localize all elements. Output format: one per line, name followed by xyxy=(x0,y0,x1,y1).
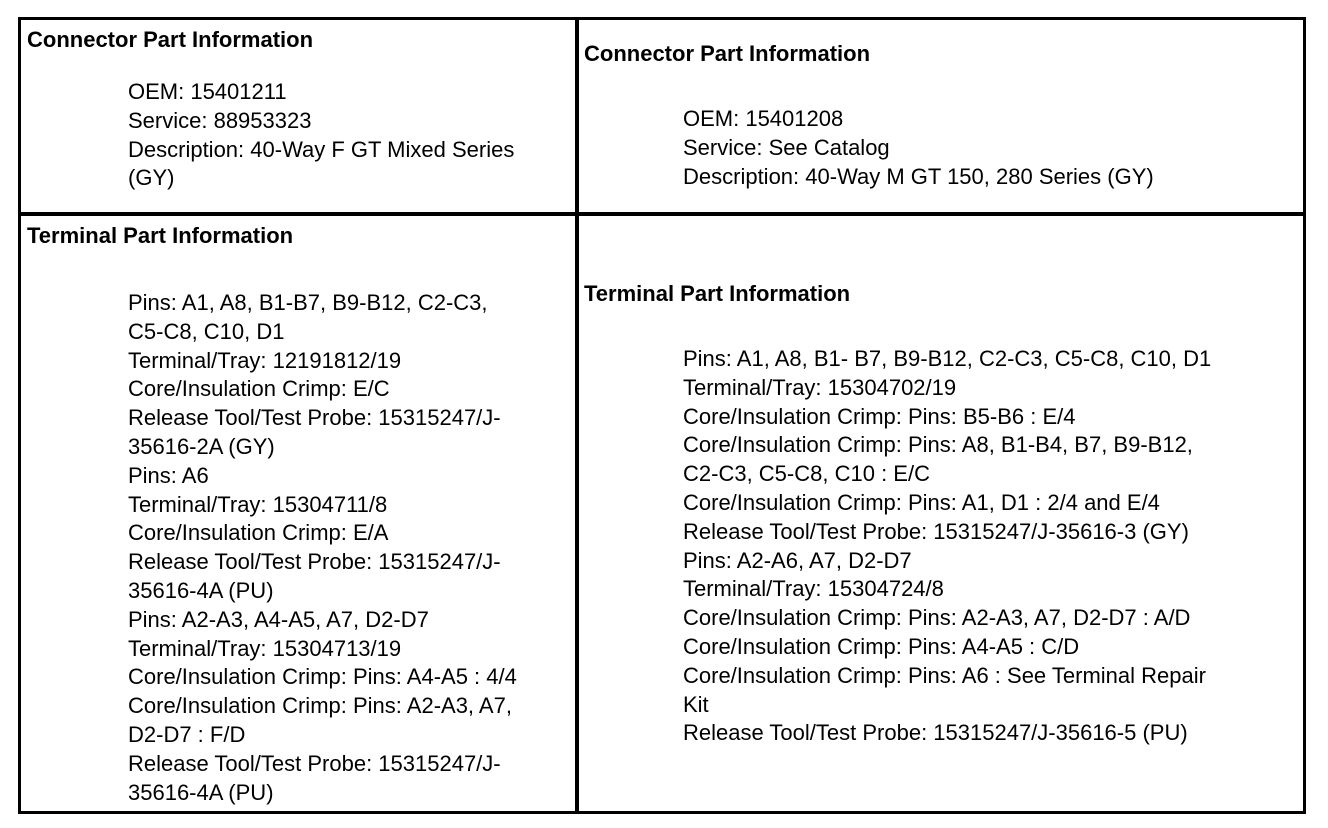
info-line: C5-C8, C10, D1 xyxy=(128,318,285,344)
info-line: Core/Insulation Crimp: Pins: A8, B1-B4, B7, B9-B12, xyxy=(683,432,1193,458)
info-line: Release Tool/Test Probe: 15315247/J-35616-5 (PU) xyxy=(683,720,1188,746)
terminal-header-left: Terminal Part Information xyxy=(27,223,294,248)
info-line: Terminal/Tray: 15304711/8 xyxy=(128,491,388,517)
info-line: Pins: A1, A8, B1-B7, B9-B12, C2-C3, xyxy=(128,290,488,315)
info-line: Service: 88953323 xyxy=(128,107,312,133)
terminal-lines-left xyxy=(128,289,573,807)
info-line: Kit xyxy=(683,691,709,717)
row-divider xyxy=(21,212,1303,216)
info-line: Core/Insulation Crimp: Pins: A4-A5 : 4/4 xyxy=(128,664,517,690)
info-line: Release Tool/Test Probe: 15315247/J- xyxy=(128,750,501,776)
info-line: Release Tool/Test Probe: 15315247/J- xyxy=(128,549,501,575)
info-line: Core/Insulation Crimp: E/A xyxy=(128,520,389,546)
left-connector-cell xyxy=(27,26,573,193)
info-line: Terminal/Tray: 15304702/19 xyxy=(683,374,957,400)
info-line: Core/Insulation Crimp: Pins: A2-A3, A7, D2-D7 : A/D xyxy=(683,605,1191,631)
info-line: Core/Insulation Crimp: Pins: A2-A3, A7, xyxy=(128,693,512,719)
info-line: Description: 40-Way M GT 150, 280 Series (GY) xyxy=(683,163,1154,189)
info-line: Release Tool/Test Probe: 15315247/J-35616-3 (GY) xyxy=(683,518,1189,544)
connector-lines-right xyxy=(683,105,1304,191)
info-line: Pins: A1, A8, B1- B7, B9-B12, C2-C3, C5-C8, C10, D1 xyxy=(683,346,1212,371)
info-line: OEM: 15401211 xyxy=(128,79,287,104)
right-terminal-cell xyxy=(584,280,1304,748)
terminal-header-right: Terminal Part Information xyxy=(584,281,851,306)
info-line: Service: See Catalog xyxy=(683,134,890,160)
right-connector-cell xyxy=(584,40,1304,191)
info-line: 35616-2A (GY) xyxy=(128,433,275,459)
info-line: 35616-4A (PU) xyxy=(128,577,274,603)
info-line: Terminal/Tray: 15304724/8 xyxy=(683,576,944,602)
left-terminal-cell xyxy=(27,222,573,807)
info-line: 35616-4A (PU) xyxy=(128,779,274,805)
info-line: Terminal/Tray: 12191812/19 xyxy=(128,347,402,373)
info-line: Core/Insulation Crimp: Pins: A4-A5 : C/D xyxy=(683,633,1080,659)
info-line: Description: 40-Way F GT Mixed Series xyxy=(128,136,515,162)
info-line: (GY) xyxy=(128,165,175,191)
info-line: OEM: 15401208 xyxy=(683,106,844,131)
info-line: C2-C3, C5-C8, C10 : E/C xyxy=(683,461,930,487)
connector-header-right: Connector Part Information xyxy=(584,41,871,66)
connector-header-left: Connector Part Information xyxy=(27,27,314,52)
info-line: Core/Insulation Crimp: Pins: A1, D1 : 2/4 and E/4 xyxy=(683,489,1160,515)
column-divider xyxy=(575,20,579,811)
info-line: Core/Insulation Crimp: E/C xyxy=(128,376,390,402)
terminal-lines-right xyxy=(683,345,1304,748)
info-line: Pins: A2-A6, A7, D2-D7 xyxy=(683,547,912,573)
info-line: Pins: A2-A3, A4-A5, A7, D2-D7 xyxy=(128,606,429,632)
info-line: D2-D7 : F/D xyxy=(128,721,246,747)
info-line: Pins: A6 xyxy=(128,462,209,488)
info-line: Release Tool/Test Probe: 15315247/J- xyxy=(128,405,501,431)
info-line: Core/Insulation Crimp: Pins: B5-B6 : E/4 xyxy=(683,403,1076,429)
info-line: Core/Insulation Crimp: Pins: A6 : See Terminal Repair xyxy=(683,662,1206,688)
info-line: Terminal/Tray: 15304713/19 xyxy=(128,635,402,661)
connector-lines-left xyxy=(128,78,573,193)
part-info-table xyxy=(18,17,1306,814)
